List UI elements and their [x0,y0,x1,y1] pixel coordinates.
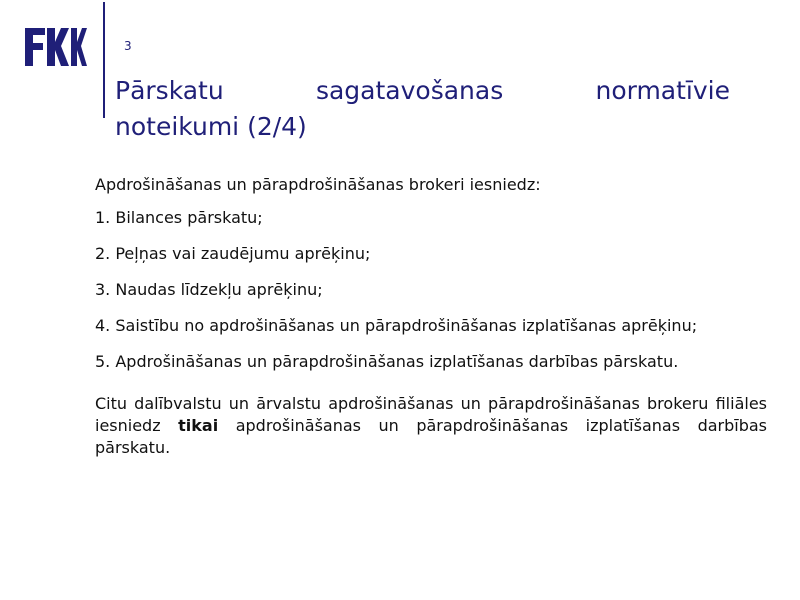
fkk-logo-icon [25,28,87,66]
slide-title-line1: Pārskatu sagatavošanas normatīvie [115,76,730,105]
list-item: 3. Naudas līdzekļu aprēķinu; [95,280,323,299]
list-item: 1. Bilances pārskatu; [95,208,263,227]
list-item: 2. Peļņas vai zaudējumu aprēķinu; [95,244,371,263]
note-text-before: Citu dalībvalstu un ārvalstu apdrošināšanas un pārapdrošināšanas brokeru filiāles iesniedz [95,394,767,435]
note-emphasis: tikai [178,416,219,435]
list-item: 4. Saistību no apdrošināšanas un pārapdrošināšanas izplatīšanas aprēķinu; [95,316,698,335]
note-text-after: apdrošināšanas un pārapdrošināšanas izplatīšanas darbības pārskatu. [95,416,768,457]
note-paragraph [95,393,767,459]
slide-number: 3 [124,39,132,53]
slide-body [95,174,767,459]
list-item: 5. Apdrošināšanas un pārapdrošināšanas izplatīšanas darbības pārskatu. [95,352,679,371]
intro-text: Apdrošināšanas un pārapdrošināšanas brokeri iesniedz: [95,175,541,194]
slide-title-line2: noteikumi (2/4) [115,112,307,141]
header-divider [103,2,105,118]
